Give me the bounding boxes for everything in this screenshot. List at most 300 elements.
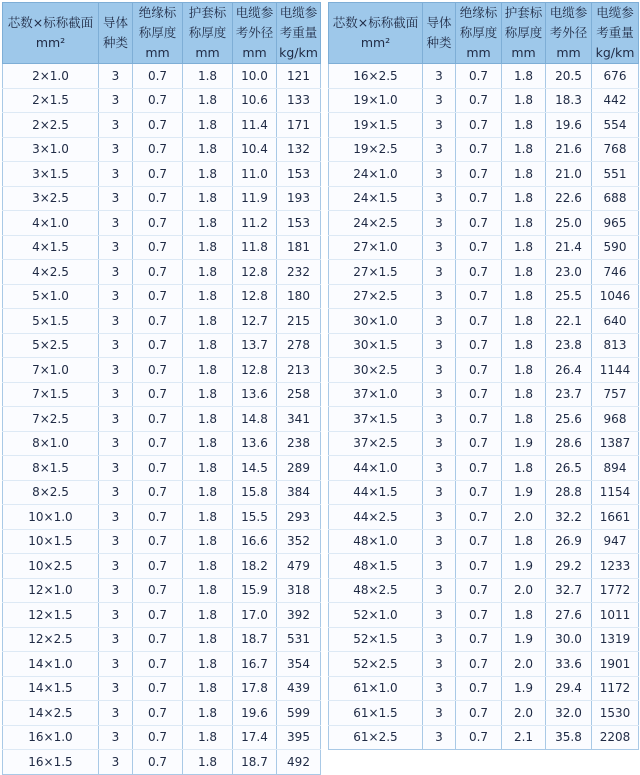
conductor-class-cell: 3 bbox=[99, 480, 133, 505]
table-row bbox=[3, 603, 321, 628]
sheath-thickness-cell: 1.8 bbox=[183, 382, 233, 407]
spec-cell: 37×1.5 bbox=[329, 407, 423, 432]
spec-cell: 10×1.0 bbox=[3, 505, 99, 530]
header-insulation-thickness bbox=[456, 3, 502, 64]
outer-diameter-cell: 29.2 bbox=[546, 554, 592, 579]
sheath-thickness-cell: 1.8 bbox=[502, 456, 546, 481]
spec-cell: 52×2.5 bbox=[329, 652, 423, 677]
spec-cell: 44×1.0 bbox=[329, 456, 423, 481]
outer-diameter-cell: 18.7 bbox=[233, 750, 277, 775]
outer-diameter-cell: 21.4 bbox=[546, 235, 592, 260]
conductor-class-cell: 3 bbox=[423, 431, 456, 456]
sheath-thickness-cell: 1.8 bbox=[183, 652, 233, 677]
sheath-thickness-cell: 1.8 bbox=[183, 431, 233, 456]
outer-diameter-cell: 27.6 bbox=[546, 603, 592, 628]
insulation-thickness-cell: 0.7 bbox=[133, 480, 183, 505]
table-row bbox=[3, 309, 321, 334]
weight-cell: 965 bbox=[592, 211, 639, 236]
spec-cell: 16×2.5 bbox=[329, 64, 423, 89]
conductor-class-cell: 3 bbox=[99, 186, 133, 211]
insulation-thickness-cell: 0.7 bbox=[456, 137, 502, 162]
insulation-thickness-cell: 0.7 bbox=[133, 333, 183, 358]
weight-cell: 180 bbox=[277, 284, 321, 309]
outer-diameter-cell: 12.8 bbox=[233, 260, 277, 285]
header-outer-diameter-line: 电缆参 bbox=[549, 5, 588, 20]
sheath-thickness-cell: 1.8 bbox=[183, 750, 233, 775]
table-row bbox=[329, 701, 639, 726]
spec-cell: 24×1.5 bbox=[329, 186, 423, 211]
conductor-class-cell: 3 bbox=[99, 382, 133, 407]
header-core-section-line: mm² bbox=[360, 35, 391, 50]
sheath-thickness-cell: 2.0 bbox=[502, 652, 546, 677]
conductor-class-cell: 3 bbox=[423, 235, 456, 260]
outer-diameter-cell: 25.6 bbox=[546, 407, 592, 432]
weight-cell: 554 bbox=[592, 113, 639, 138]
header-sheath-thickness-line: 护套标 bbox=[504, 5, 543, 20]
sheath-thickness-cell: 1.8 bbox=[502, 64, 546, 89]
header-sheath-thickness-line: 称厚度 bbox=[504, 25, 543, 40]
weight-cell: 181 bbox=[277, 235, 321, 260]
conductor-class-cell: 3 bbox=[423, 284, 456, 309]
outer-diameter-cell: 11.2 bbox=[233, 211, 277, 236]
outer-diameter-cell: 15.5 bbox=[233, 505, 277, 530]
table-row bbox=[3, 260, 321, 285]
weight-cell: 2208 bbox=[592, 725, 639, 750]
table-row bbox=[3, 64, 321, 89]
insulation-thickness-cell: 0.7 bbox=[133, 431, 183, 456]
outer-diameter-cell: 21.0 bbox=[546, 162, 592, 187]
sheath-thickness-cell: 1.8 bbox=[183, 480, 233, 505]
sheath-thickness-cell: 1.8 bbox=[183, 456, 233, 481]
table-row bbox=[329, 652, 639, 677]
sheath-thickness-cell: 1.9 bbox=[502, 627, 546, 652]
sheath-thickness-cell: 2.1 bbox=[502, 725, 546, 750]
weight-cell: 551 bbox=[592, 162, 639, 187]
conductor-class-cell: 3 bbox=[99, 309, 133, 334]
conductor-class-cell: 3 bbox=[423, 162, 456, 187]
spec-cell: 48×1.5 bbox=[329, 554, 423, 579]
table-row bbox=[3, 333, 321, 358]
sheath-thickness-cell: 1.8 bbox=[183, 113, 233, 138]
header-sheath-thickness-line: 称厚度 bbox=[188, 25, 227, 40]
table-row bbox=[3, 358, 321, 383]
insulation-thickness-cell: 0.7 bbox=[456, 260, 502, 285]
header-conductor-class bbox=[423, 3, 456, 64]
header-insulation-thickness-line: 称厚度 bbox=[459, 25, 498, 40]
insulation-thickness-cell: 0.7 bbox=[456, 113, 502, 138]
insulation-thickness-cell: 0.7 bbox=[456, 505, 502, 530]
sheath-thickness-cell: 1.8 bbox=[183, 505, 233, 530]
weight-cell: 894 bbox=[592, 456, 639, 481]
insulation-thickness-cell: 0.7 bbox=[133, 309, 183, 334]
table-row bbox=[3, 407, 321, 432]
insulation-thickness-cell: 0.7 bbox=[456, 358, 502, 383]
weight-cell: 1011 bbox=[592, 603, 639, 628]
header-insulation-thickness-line: 称厚度 bbox=[138, 25, 177, 40]
outer-diameter-cell: 15.9 bbox=[233, 578, 277, 603]
insulation-thickness-cell: 0.7 bbox=[133, 505, 183, 530]
weight-cell: 968 bbox=[592, 407, 639, 432]
outer-diameter-cell: 19.6 bbox=[233, 701, 277, 726]
outer-diameter-cell: 11.8 bbox=[233, 235, 277, 260]
conductor-class-cell: 3 bbox=[423, 627, 456, 652]
outer-diameter-cell: 33.6 bbox=[546, 652, 592, 677]
spec-cell: 61×1.5 bbox=[329, 701, 423, 726]
header-sheath-thickness-line: mm bbox=[195, 45, 220, 60]
header-sheath-thickness bbox=[183, 3, 233, 64]
outer-diameter-cell: 26.4 bbox=[546, 358, 592, 383]
spec-cell: 52×1.0 bbox=[329, 603, 423, 628]
sheath-thickness-cell: 1.8 bbox=[183, 554, 233, 579]
conductor-class-cell: 3 bbox=[99, 260, 133, 285]
table-row bbox=[3, 701, 321, 726]
outer-diameter-cell: 18.7 bbox=[233, 627, 277, 652]
outer-diameter-cell: 23.7 bbox=[546, 382, 592, 407]
table-row bbox=[329, 505, 639, 530]
insulation-thickness-cell: 0.7 bbox=[133, 64, 183, 89]
insulation-thickness-cell: 0.7 bbox=[133, 113, 183, 138]
spec-cell: 27×1.0 bbox=[329, 235, 423, 260]
weight-cell: 492 bbox=[277, 750, 321, 775]
outer-diameter-cell: 15.8 bbox=[233, 480, 277, 505]
table-row bbox=[3, 529, 321, 554]
outer-diameter-cell: 13.6 bbox=[233, 382, 277, 407]
header-weight-line: kg/km bbox=[595, 45, 635, 60]
conductor-class-cell: 3 bbox=[423, 186, 456, 211]
weight-cell: 1144 bbox=[592, 358, 639, 383]
table-row bbox=[3, 480, 321, 505]
table-row bbox=[3, 456, 321, 481]
table-row bbox=[329, 480, 639, 505]
conductor-class-cell: 3 bbox=[99, 333, 133, 358]
insulation-thickness-cell: 0.7 bbox=[133, 162, 183, 187]
weight-cell: 193 bbox=[277, 186, 321, 211]
header-conductor-class bbox=[99, 3, 133, 64]
outer-diameter-cell: 19.6 bbox=[546, 113, 592, 138]
outer-diameter-cell: 17.8 bbox=[233, 676, 277, 701]
spec-cell: 48×2.5 bbox=[329, 578, 423, 603]
header-weight-line: 电缆参 bbox=[279, 5, 318, 20]
conductor-class-cell: 3 bbox=[423, 652, 456, 677]
insulation-thickness-cell: 0.7 bbox=[133, 529, 183, 554]
insulation-thickness-cell: 0.7 bbox=[133, 186, 183, 211]
outer-diameter-cell: 28.6 bbox=[546, 431, 592, 456]
header-insulation-thickness-line: mm bbox=[145, 45, 170, 60]
outer-diameter-cell: 28.8 bbox=[546, 480, 592, 505]
conductor-class-cell: 3 bbox=[99, 505, 133, 530]
header-outer-diameter-line: mm bbox=[242, 45, 267, 60]
insulation-thickness-cell: 0.7 bbox=[133, 750, 183, 775]
outer-diameter-cell: 12.8 bbox=[233, 284, 277, 309]
table-row bbox=[329, 284, 639, 309]
sheath-thickness-cell: 1.9 bbox=[502, 676, 546, 701]
weight-cell: 384 bbox=[277, 480, 321, 505]
outer-diameter-cell: 13.6 bbox=[233, 431, 277, 456]
insulation-thickness-cell: 0.7 bbox=[133, 137, 183, 162]
conductor-class-cell: 3 bbox=[99, 578, 133, 603]
weight-cell: 341 bbox=[277, 407, 321, 432]
table-row bbox=[3, 113, 321, 138]
weight-cell: 531 bbox=[277, 627, 321, 652]
outer-diameter-cell: 17.0 bbox=[233, 603, 277, 628]
table-row bbox=[3, 431, 321, 456]
spec-cell: 8×2.5 bbox=[3, 480, 99, 505]
table-row bbox=[329, 211, 639, 236]
weight-cell: 676 bbox=[592, 64, 639, 89]
weight-cell: 352 bbox=[277, 529, 321, 554]
insulation-thickness-cell: 0.7 bbox=[456, 88, 502, 113]
weight-cell: 1233 bbox=[592, 554, 639, 579]
insulation-thickness-cell: 0.7 bbox=[133, 701, 183, 726]
header-outer-diameter-line: 考外径 bbox=[235, 25, 274, 40]
conductor-class-cell: 3 bbox=[423, 211, 456, 236]
sheath-thickness-cell: 1.9 bbox=[502, 480, 546, 505]
weight-cell: 442 bbox=[592, 88, 639, 113]
weight-cell: 213 bbox=[277, 358, 321, 383]
insulation-thickness-cell: 0.7 bbox=[456, 235, 502, 260]
insulation-thickness-cell: 0.7 bbox=[456, 382, 502, 407]
weight-cell: 1319 bbox=[592, 627, 639, 652]
insulation-thickness-cell: 0.7 bbox=[456, 162, 502, 187]
outer-diameter-cell: 25.0 bbox=[546, 211, 592, 236]
sheath-thickness-cell: 2.0 bbox=[502, 701, 546, 726]
spec-cell: 4×1.0 bbox=[3, 211, 99, 236]
insulation-thickness-cell: 0.7 bbox=[133, 211, 183, 236]
outer-diameter-cell: 12.7 bbox=[233, 309, 277, 334]
spec-cell: 8×1.0 bbox=[3, 431, 99, 456]
outer-diameter-cell: 35.8 bbox=[546, 725, 592, 750]
weight-cell: 289 bbox=[277, 456, 321, 481]
spec-cell: 3×1.0 bbox=[3, 137, 99, 162]
sheath-thickness-cell: 1.8 bbox=[183, 358, 233, 383]
insulation-thickness-cell: 0.7 bbox=[133, 284, 183, 309]
conductor-class-cell: 3 bbox=[423, 137, 456, 162]
table-row bbox=[3, 676, 321, 701]
header-outer-diameter-line: 电缆参 bbox=[235, 5, 274, 20]
sheath-thickness-cell: 1.8 bbox=[502, 309, 546, 334]
outer-diameter-cell: 32.0 bbox=[546, 701, 592, 726]
outer-diameter-cell: 10.6 bbox=[233, 88, 277, 113]
insulation-thickness-cell: 0.7 bbox=[456, 676, 502, 701]
table-row bbox=[329, 137, 639, 162]
sheath-thickness-cell: 1.8 bbox=[502, 529, 546, 554]
spec-cell: 30×1.5 bbox=[329, 333, 423, 358]
header-outer-diameter bbox=[546, 3, 592, 64]
outer-diameter-cell: 21.6 bbox=[546, 137, 592, 162]
outer-diameter-cell: 20.5 bbox=[546, 64, 592, 89]
spec-cell: 44×2.5 bbox=[329, 505, 423, 530]
outer-diameter-cell: 30.0 bbox=[546, 627, 592, 652]
spec-cell: 7×1.0 bbox=[3, 358, 99, 383]
weight-cell: 392 bbox=[277, 603, 321, 628]
header-sheath-thickness bbox=[502, 3, 546, 64]
weight-cell: 258 bbox=[277, 382, 321, 407]
spec-cell: 10×2.5 bbox=[3, 554, 99, 579]
weight-cell: 318 bbox=[277, 578, 321, 603]
outer-diameter-cell: 13.7 bbox=[233, 333, 277, 358]
spec-cell: 24×1.0 bbox=[329, 162, 423, 187]
weight-cell: 1046 bbox=[592, 284, 639, 309]
insulation-thickness-cell: 0.7 bbox=[133, 652, 183, 677]
insulation-thickness-cell: 0.7 bbox=[456, 64, 502, 89]
header-sheath-thickness-line: 护套标 bbox=[188, 5, 227, 20]
insulation-thickness-cell: 0.7 bbox=[133, 603, 183, 628]
weight-cell: 757 bbox=[592, 382, 639, 407]
header-conductor-class-line: 导体 bbox=[102, 15, 128, 30]
conductor-class-cell: 3 bbox=[99, 750, 133, 775]
insulation-thickness-cell: 0.7 bbox=[133, 407, 183, 432]
table-row bbox=[329, 382, 639, 407]
sheath-thickness-cell: 1.8 bbox=[183, 137, 233, 162]
table-row bbox=[3, 186, 321, 211]
spec-cell: 30×1.0 bbox=[329, 309, 423, 334]
weight-cell: 1172 bbox=[592, 676, 639, 701]
spec-cell: 14×2.5 bbox=[3, 701, 99, 726]
header-row bbox=[329, 3, 639, 64]
weight-cell: 395 bbox=[277, 725, 321, 750]
spec-cell: 10×1.5 bbox=[3, 529, 99, 554]
insulation-thickness-cell: 0.7 bbox=[456, 456, 502, 481]
sheath-thickness-cell: 1.8 bbox=[502, 284, 546, 309]
conductor-class-cell: 3 bbox=[99, 431, 133, 456]
weight-cell: 746 bbox=[592, 260, 639, 285]
sheath-thickness-cell: 1.8 bbox=[502, 407, 546, 432]
table-row bbox=[329, 578, 639, 603]
table-row bbox=[3, 284, 321, 309]
sheath-thickness-cell: 1.8 bbox=[183, 211, 233, 236]
insulation-thickness-cell: 0.7 bbox=[133, 235, 183, 260]
weight-cell: 132 bbox=[277, 137, 321, 162]
conductor-class-cell: 3 bbox=[423, 333, 456, 358]
conductor-class-cell: 3 bbox=[99, 676, 133, 701]
weight-cell: 232 bbox=[277, 260, 321, 285]
conductor-class-cell: 3 bbox=[99, 284, 133, 309]
weight-cell: 1530 bbox=[592, 701, 639, 726]
spec-cell: 19×2.5 bbox=[329, 137, 423, 162]
sheath-thickness-cell: 1.8 bbox=[183, 578, 233, 603]
table-row bbox=[3, 652, 321, 677]
insulation-thickness-cell: 0.7 bbox=[133, 554, 183, 579]
sheath-thickness-cell: 1.8 bbox=[183, 407, 233, 432]
conductor-class-cell: 3 bbox=[99, 235, 133, 260]
insulation-thickness-cell: 0.7 bbox=[456, 529, 502, 554]
spec-cell: 2×1.0 bbox=[3, 64, 99, 89]
sheath-thickness-cell: 1.8 bbox=[502, 333, 546, 358]
weight-cell: 133 bbox=[277, 88, 321, 113]
insulation-thickness-cell: 0.7 bbox=[456, 652, 502, 677]
insulation-thickness-cell: 0.7 bbox=[133, 382, 183, 407]
spec-cell: 27×2.5 bbox=[329, 284, 423, 309]
conductor-class-cell: 3 bbox=[423, 358, 456, 383]
sheath-thickness-cell: 1.8 bbox=[183, 701, 233, 726]
table-row bbox=[3, 162, 321, 187]
sheath-thickness-cell: 1.8 bbox=[502, 211, 546, 236]
table-row bbox=[329, 88, 639, 113]
insulation-thickness-cell: 0.7 bbox=[456, 480, 502, 505]
sheath-thickness-cell: 1.8 bbox=[183, 603, 233, 628]
spec-cell: 37×2.5 bbox=[329, 431, 423, 456]
spec-cell: 24×2.5 bbox=[329, 211, 423, 236]
insulation-thickness-cell: 0.7 bbox=[133, 358, 183, 383]
outer-diameter-cell: 17.4 bbox=[233, 725, 277, 750]
header-insulation-thickness-line: mm bbox=[466, 45, 491, 60]
spec-cell: 14×1.0 bbox=[3, 652, 99, 677]
sheath-thickness-cell: 1.8 bbox=[183, 186, 233, 211]
outer-diameter-cell: 32.7 bbox=[546, 578, 592, 603]
conductor-class-cell: 3 bbox=[99, 407, 133, 432]
weight-cell: 171 bbox=[277, 113, 321, 138]
spec-cell: 52×1.5 bbox=[329, 627, 423, 652]
table-row bbox=[329, 529, 639, 554]
sheath-thickness-cell: 1.8 bbox=[183, 725, 233, 750]
insulation-thickness-cell: 0.7 bbox=[133, 676, 183, 701]
header-conductor-class-line: 种类 bbox=[102, 35, 128, 50]
spec-cell: 8×1.5 bbox=[3, 456, 99, 481]
conductor-class-cell: 3 bbox=[99, 456, 133, 481]
conductor-class-cell: 3 bbox=[99, 529, 133, 554]
sheath-thickness-cell: 1.8 bbox=[502, 358, 546, 383]
outer-diameter-cell: 16.7 bbox=[233, 652, 277, 677]
sheath-thickness-cell: 1.8 bbox=[502, 186, 546, 211]
table-row bbox=[3, 235, 321, 260]
sheath-thickness-cell: 1.8 bbox=[183, 260, 233, 285]
weight-cell: 278 bbox=[277, 333, 321, 358]
conductor-class-cell: 3 bbox=[423, 676, 456, 701]
conductor-class-cell: 3 bbox=[99, 627, 133, 652]
table-row bbox=[3, 211, 321, 236]
outer-diameter-cell: 26.9 bbox=[546, 529, 592, 554]
spec-cell: 12×2.5 bbox=[3, 627, 99, 652]
table-row bbox=[3, 554, 321, 579]
header-weight-line: 考重量 bbox=[596, 25, 634, 40]
table-row bbox=[3, 505, 321, 530]
table-row bbox=[329, 309, 639, 334]
spec-cell: 5×1.0 bbox=[3, 284, 99, 309]
sheath-thickness-cell: 1.8 bbox=[502, 235, 546, 260]
weight-cell: 354 bbox=[277, 652, 321, 677]
insulation-thickness-cell: 0.7 bbox=[456, 407, 502, 432]
conductor-class-cell: 3 bbox=[99, 652, 133, 677]
conductor-class-cell: 3 bbox=[423, 309, 456, 334]
conductor-class-cell: 3 bbox=[423, 578, 456, 603]
table-row bbox=[329, 333, 639, 358]
table-row bbox=[329, 186, 639, 211]
spec-cell: 7×2.5 bbox=[3, 407, 99, 432]
weight-cell: 215 bbox=[277, 309, 321, 334]
outer-diameter-cell: 26.5 bbox=[546, 456, 592, 481]
conductor-class-cell: 3 bbox=[99, 358, 133, 383]
sheath-thickness-cell: 1.8 bbox=[183, 676, 233, 701]
header-weight-line: 电缆参 bbox=[596, 5, 634, 20]
sheath-thickness-cell: 1.8 bbox=[502, 260, 546, 285]
weight-cell: 813 bbox=[592, 333, 639, 358]
insulation-thickness-cell: 0.7 bbox=[133, 260, 183, 285]
conductor-class-cell: 3 bbox=[423, 407, 456, 432]
spec-cell: 61×1.0 bbox=[329, 676, 423, 701]
conductor-class-cell: 3 bbox=[423, 529, 456, 554]
table-row bbox=[329, 554, 639, 579]
conductor-class-cell: 3 bbox=[423, 701, 456, 726]
weight-cell: 1154 bbox=[592, 480, 639, 505]
sheath-thickness-cell: 2.0 bbox=[502, 505, 546, 530]
weight-cell: 293 bbox=[277, 505, 321, 530]
table-row bbox=[329, 64, 639, 89]
table-row bbox=[329, 235, 639, 260]
weight-cell: 640 bbox=[592, 309, 639, 334]
header-outer-diameter-line: mm bbox=[556, 45, 581, 60]
conductor-class-cell: 3 bbox=[99, 162, 133, 187]
header-sheath-thickness-line: mm bbox=[511, 45, 536, 60]
